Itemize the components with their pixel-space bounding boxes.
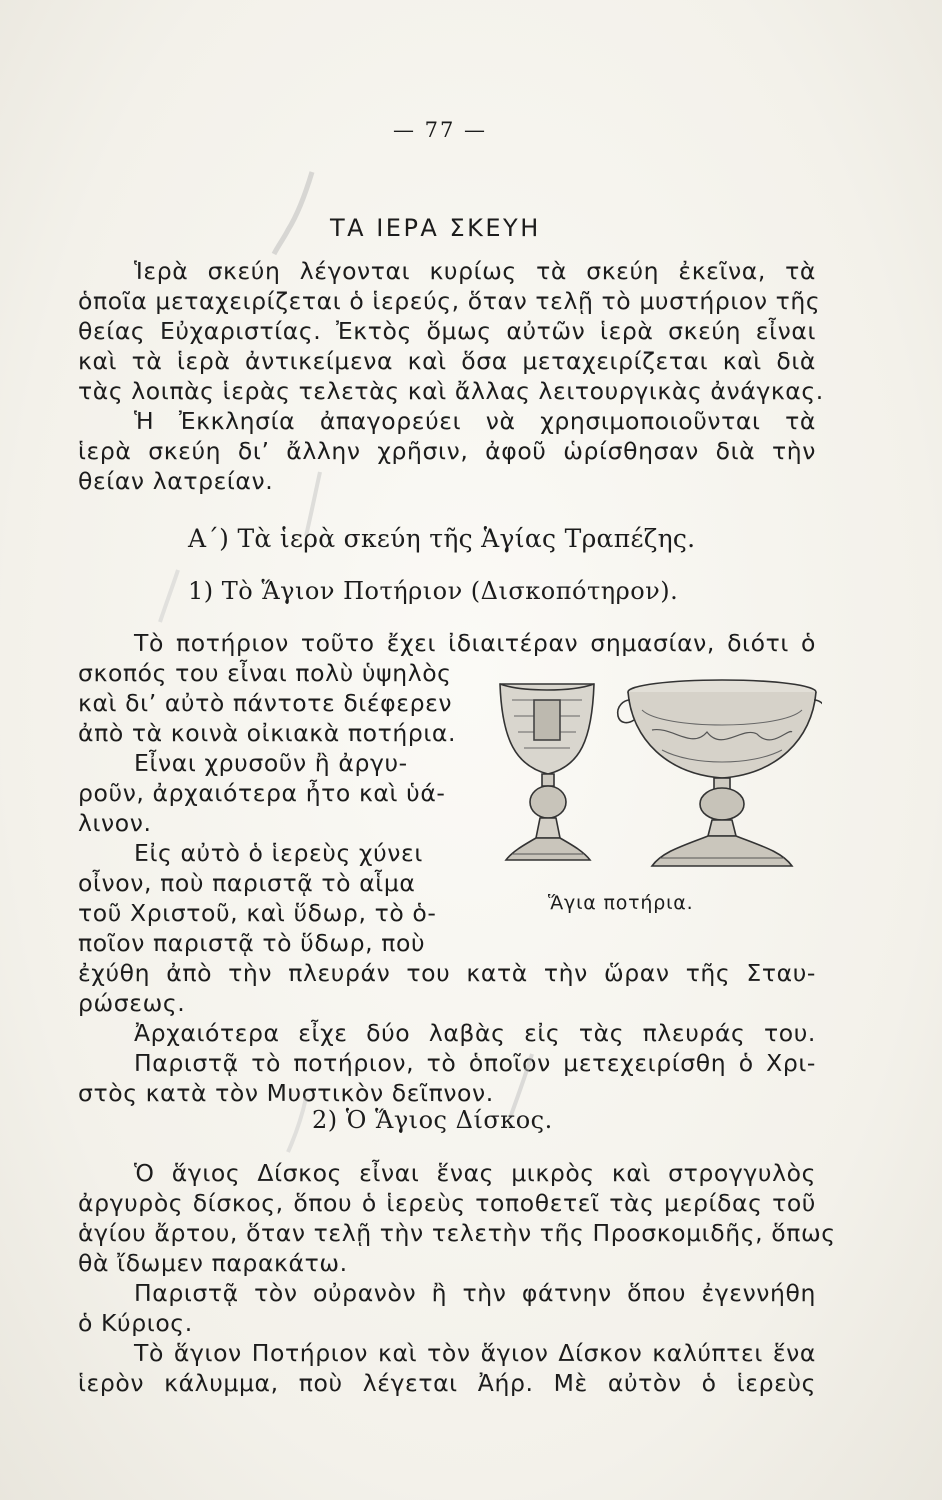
intro-line-3: θείας Εὐχαριστίας. Ἐκτὸς ὅμως αὐτῶν ἱερὰ σκεύη εἶναι	[78, 317, 816, 345]
page-number: — 77 —	[392, 118, 488, 142]
chalice-line-15: Παριστᾷ τὸ ποτήριον, τὸ ὁποῖον μετεχειρίσθη ὁ Χρι-	[134, 1049, 816, 1077]
chapter-title: ΤΑ ΙΕΡΑ ΣΚΕΥΗ	[330, 214, 541, 242]
subsection-heading-disc: 2) Ὁ Ἅγιος Δίσκος.	[312, 1106, 553, 1134]
disc-line-2: ἀργυρὸς δίσκος, ὅπου ὁ ἱερεὺς τοποθετεῖ τὰς μερίδας τοῦ	[78, 1189, 816, 1217]
chalice-line-13: ρώσεως.	[78, 989, 186, 1017]
chalice-line-16: στὸς κατὰ τὸν Μυστικὸν δεῖπνον.	[78, 1079, 494, 1107]
chalice-line-7: λινον.	[78, 809, 152, 837]
chalice-line-5: Εἶναι χρυσοῦν ἢ ἀργυ-	[134, 749, 408, 777]
chalice-line-14: Ἀρχαιότερα εἶχε δύο λαβὰς εἰς τὰς πλευράς του.	[134, 1019, 816, 1047]
intro-line-5: τὰς λοιπὰς ἱερὰς τελετὰς καὶ ἄλλας λειτουργικὰς ἀνάγκας.	[78, 377, 824, 405]
chalice-line-11: ποῖον παριστᾷ τὸ ὕδωρ, ποὺ	[78, 929, 426, 957]
chalice-line-3: καὶ δι’ αὐτὸ πάντοτε διέφερεν	[78, 689, 453, 717]
chalice-line-12: ἐχύθη ἀπὸ τὴν πλευράν του κατὰ τὴν ὥραν τῆς Σταυ-	[78, 959, 816, 987]
figure-caption: Ἅγια ποτήρια.	[548, 892, 694, 914]
disc-line-6: ὁ Κύριος.	[78, 1309, 193, 1337]
chalice-line-8: Εἰς αὐτὸ ὁ ἱερεὺς χύνει	[134, 839, 423, 867]
disc-line-7: Τὸ ἅγιον Ποτήριον καὶ τὸν ἅγιον Δίσκον καλύπτει ἕνα	[134, 1339, 816, 1367]
disc-line-3: ἁγίου ἄρτου, ὅταν τελῇ τὴν τελετὴν τῆς Προσκομιδῆς, ὅπως	[78, 1219, 836, 1247]
chalice-line-4: ἀπὸ τὰ κοινὰ οἰκιακὰ ποτήρια.	[78, 719, 457, 747]
intro-line-2: ὁποῖα μεταχειρίζεται ὁ ἱερεύς, ὅταν τελῇ τὸ μυστήριον τῆς	[78, 287, 821, 315]
disc-line-1: Ὁ ἅγιος Δίσκος εἶναι ἕνας μικρὸς καὶ στρογγυλὸς	[134, 1159, 816, 1187]
chalices-illustration	[492, 670, 822, 890]
disc-line-5: Παριστᾷ τὸν οὐρανὸν ἢ τὴν φάτνην ὅπου ἐγεννήθη	[134, 1279, 816, 1307]
subsection-heading-chalice: 1) Τὸ Ἅγιον Ποτήριον (Δισκοπότηρον).	[188, 577, 679, 605]
disc-line-8: ἱερὸν κάλυμμα, ποὺ λέγεται Ἀήρ. Μὲ αὐτὸν ὁ ἱερεὺς	[78, 1369, 816, 1397]
chalice-line-10: τοῦ Χριστοῦ, καὶ ὕδωρ, τὸ ὁ-	[78, 899, 437, 927]
intro-line-6: Ἡ Ἐκκλησία ἀπαγορεύει νὰ χρησιμοποιοῦνται τὰ	[134, 407, 816, 435]
right-chalice	[618, 680, 822, 866]
intro-line-1: Ἱερὰ σκεύη λέγονται κυρίως τὰ σκεύη ἐκεῖνα, τὰ	[134, 257, 816, 285]
left-chalice	[500, 684, 594, 860]
chalice-line-9: οἶνον, ποὺ παριστᾷ τὸ αἷμα	[78, 869, 416, 897]
pencil-mark-subsection	[150, 566, 190, 626]
chalice-line-1: Τὸ ποτήριον τοῦτο ἔχει ἰδιαιτέραν σημασίαν, διότι ὁ	[134, 629, 816, 657]
section-heading-a: Α΄) Τὰ ἱερὰ σκεύη τῆς Ἁγίας Τραπέζης.	[188, 524, 696, 553]
intro-line-8: θείαν λατρείαν.	[78, 467, 274, 495]
intro-line-4: καὶ τὰ ἱερὰ ἀντικείμενα καὶ ὅσα μεταχειρίζεται καὶ διὰ	[78, 347, 816, 375]
intro-line-7: ἱερὰ σκεύη δι’ ἄλλην χρῆσιν, ἀφοῦ ὡρίσθησαν διὰ τὴν	[78, 437, 816, 465]
disc-line-4: θὰ ἴδωμεν παρακάτω.	[78, 1249, 348, 1277]
chalice-line-6: ροῦν, ἀρχαιότερα ἦτο καὶ ὑά-	[78, 779, 446, 807]
pencil-mark-title	[268, 168, 328, 258]
chalice-line-2: σκοπός του εἶναι πολὺ ὑψηλὸς	[78, 659, 452, 687]
